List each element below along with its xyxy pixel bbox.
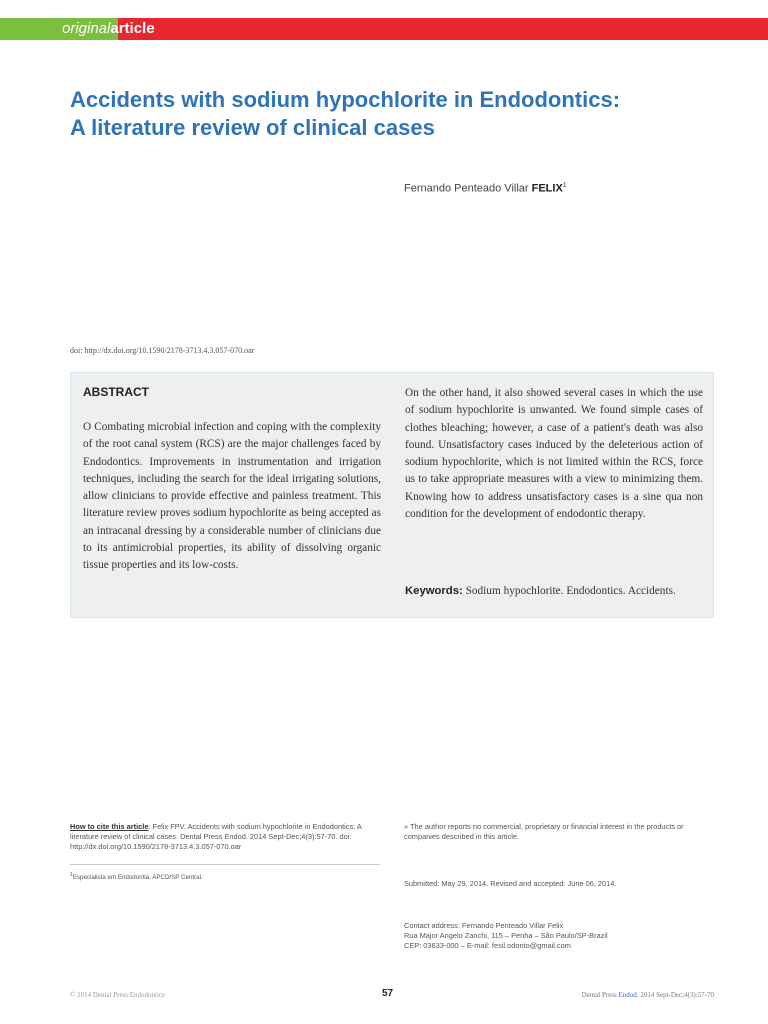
keywords-label: Keywords: xyxy=(405,585,463,597)
journal-name: Dental Press xyxy=(581,991,619,999)
author-line xyxy=(404,182,567,195)
doi-link[interactable]: doi: http://dx.doi.org/10.1590/2178-3713.4.3.057-070.oar xyxy=(70,346,255,355)
page-number: 57 xyxy=(382,988,394,999)
section-label xyxy=(62,20,155,38)
affiliation-text: Especialista em Endodontia, APCD/SP Central. xyxy=(72,874,203,882)
author-given-names: Fernando Penteado Villar xyxy=(404,182,532,195)
journal-abbrev: Endod. xyxy=(618,991,639,999)
abstract-box xyxy=(70,372,714,618)
footer-journal-ref xyxy=(520,991,714,999)
section-label-word1: original xyxy=(62,20,111,37)
keywords-text: Sodium hypochlorite. Endodontics. Accidents. xyxy=(462,585,676,597)
article-title xyxy=(70,86,710,142)
citation-text: : Felix FPV. Accidents with sodium hypochlorite in Endodontics: A literature review of clinical cases. Dental Press Endod. 2014 Sept-Dec;4(3):57-70. doi: http://dx.doi.org/10.1590/2178-3713.4.3.057-070.oar xyxy=(70,822,362,851)
footer-copyright: © 2014 Dental Press Endodontics xyxy=(70,991,165,999)
disclosure-note: » The author reports no commercial, proprietary or financial interest in the products or companies described in this article. xyxy=(404,822,684,841)
author-affil-mark: 1 xyxy=(562,182,567,189)
section-band xyxy=(0,18,768,40)
affiliation-note xyxy=(70,872,380,881)
affiliation-mark: 1 xyxy=(70,872,73,878)
article-title-line2: A literature review of clinical cases xyxy=(70,115,435,140)
submission-dates: Submitted: May 29, 2014. Revised and accepted: June 06, 2014. xyxy=(404,879,617,888)
citation-note xyxy=(70,822,380,852)
contact-line-2: Rua Major Angelo Zanchi, 115 – Penha – São Paulo/SP-Brazil xyxy=(404,931,608,940)
contact-line-1: Contact address: Fernando Penteado Villar Felix xyxy=(404,921,564,930)
abstract-heading: ABSTRACT xyxy=(83,385,149,399)
article-title-line1: Accidents with sodium hypochlorite in Endodontics: xyxy=(70,87,621,112)
citation-label: How to cite this article xyxy=(70,822,149,831)
abstract-column-1: O Combating microbial infection and coping with the complexity of the root canal system (RCS) are the major challenges faced by Endodontics. Improvements in instrumentation and irrigation techniques, including the search for the ideal irrigating solutions, allow clinicians to provide effective and painless treatment. This literature review proves sodium hypochlorite as being accepted as an intracanal dressing by a considerable number of clinicians due to its antimicrobial properties, its ability of dissolving organic tissue properties and its low-costs. xyxy=(83,421,382,572)
keywords xyxy=(405,585,705,597)
footnote-divider xyxy=(70,864,380,865)
contact-line-3: CEP: 03633-000 – E-mail: fesil.odonto@gmail.com xyxy=(404,941,571,950)
author-surname: FELIX xyxy=(531,182,563,195)
journal-issue: 2014 Sept-Dec;4(3):57-70 xyxy=(638,991,714,999)
abstract-column-2: On the other hand, it also showed several cases in which the use of sodium hypochlorite is unwanted. We found simple cases of clothes bleaching; however, a case of a patient's death was also found. Unsatisfactory cases induced by the deleterious action of sodium hypochlorite, which is not limited within the RCS, force us to take appropriate measures with a view to minimizing them. Knowing how to address unsatisfactory cases is a sine qua non condition for the development of endodontic therapy. xyxy=(405,387,703,521)
section-label-word2: article xyxy=(110,20,155,37)
contact-address xyxy=(404,921,714,951)
